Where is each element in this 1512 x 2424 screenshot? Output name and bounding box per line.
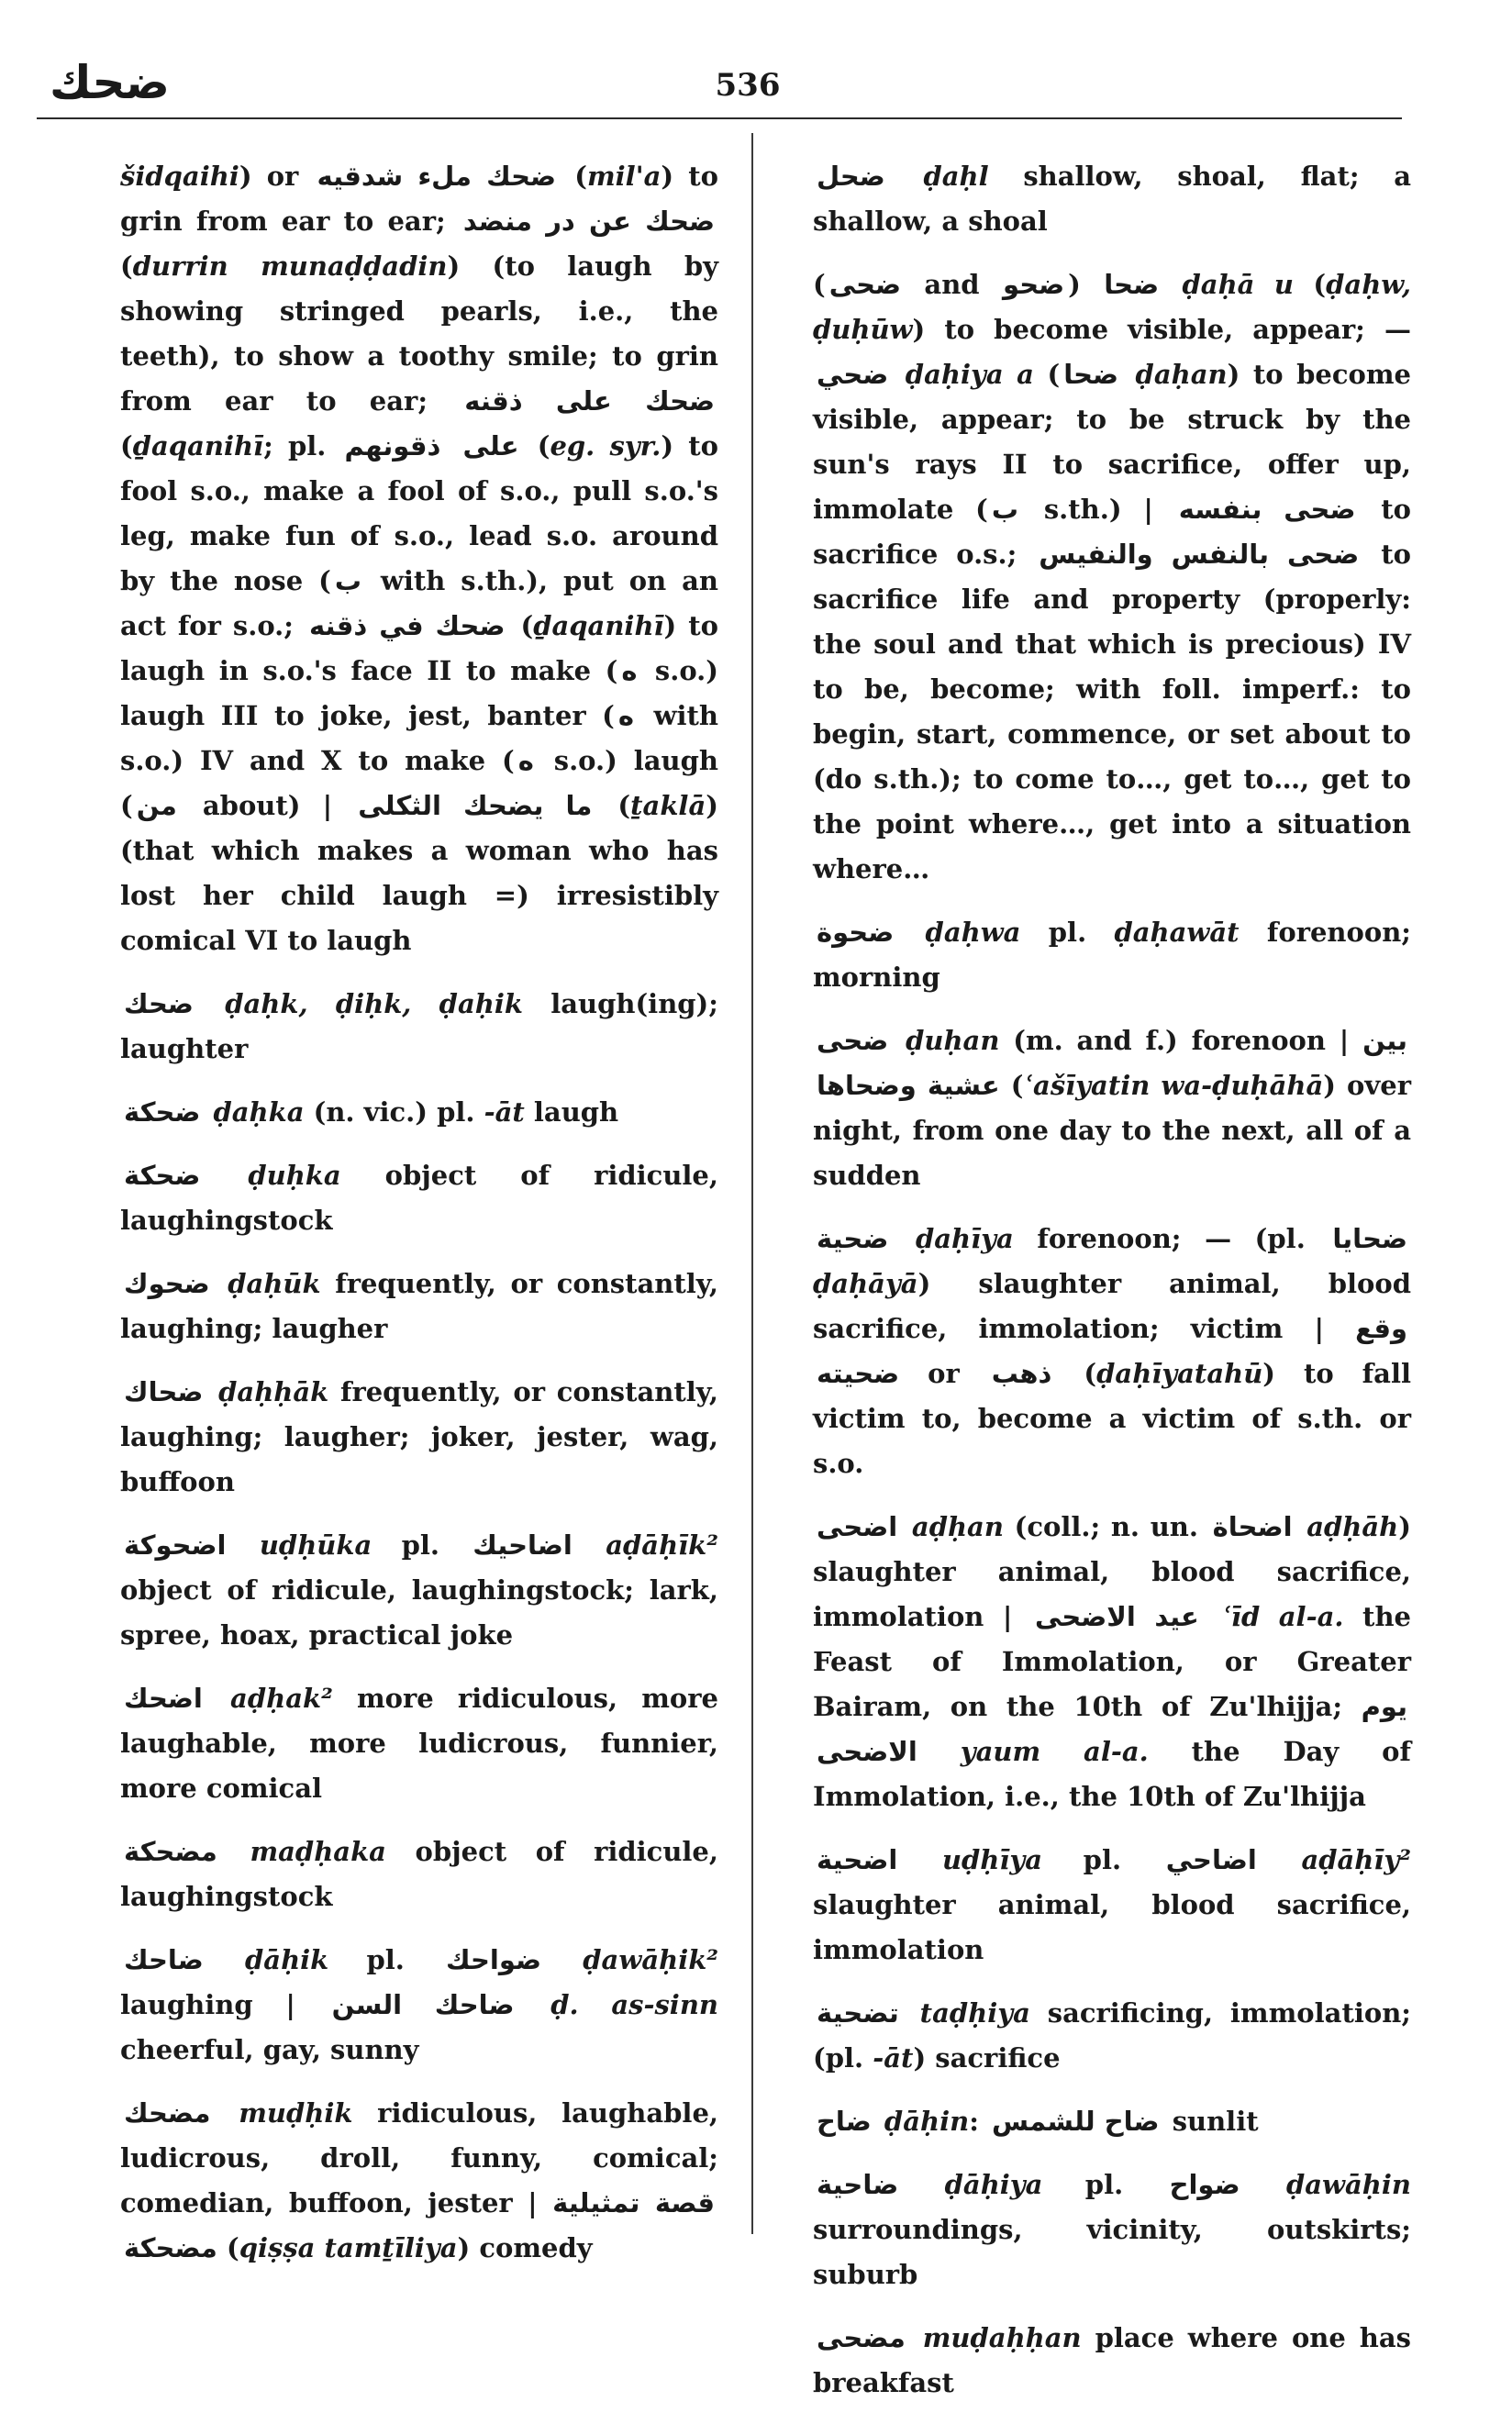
definition-text: ) to laugh in s.o.'s face II to make ( <box>120 610 718 686</box>
left-column <box>120 154 718 2289</box>
arabic-term: ضحك في ذقنه <box>308 610 506 641</box>
definition-text <box>206 1376 218 1407</box>
arabic-term: اضحوكة <box>124 1529 227 1561</box>
arabic-term: ضحك ملء شدقيه <box>317 161 557 192</box>
transliteration: ḍuḥka <box>248 1160 341 1191</box>
page-header <box>37 50 1404 109</box>
definition-text: cheerful, gay, sunny <box>120 2034 419 2065</box>
arabic-term: ذهب <box>991 1358 1052 1389</box>
definition-text <box>207 1944 245 1975</box>
transliteration: ḍaḥwa <box>925 917 1021 948</box>
dictionary-entry <box>813 1838 1411 1973</box>
definition-text: ) (that which makes a woman who has lost her child laugh =) irresistibly comical VI to laugh <box>120 790 718 956</box>
definition-text: ( <box>1033 359 1061 390</box>
arabic-term: ضحوك <box>124 1268 210 1299</box>
definition-text: s.o.) laugh III to joke, jest, banter ( <box>120 655 718 731</box>
definition-text: s.o.) laugh ( <box>120 745 718 821</box>
transliteration: aḍḥāh <box>1306 1511 1399 1542</box>
transliteration: ḍaḥāyā <box>813 1268 918 1299</box>
definition-text <box>221 1836 250 1867</box>
definition-text: ( <box>1293 269 1327 300</box>
arabic-term: ه <box>617 700 635 731</box>
arabic-term: يوم الاضحى <box>817 1691 1407 1767</box>
definition-text <box>545 1944 583 1975</box>
definition-text: (n. vic.) pl. <box>304 1096 484 1128</box>
definition-text <box>901 1844 942 1875</box>
definition-text <box>917 1736 961 1767</box>
dictionary-entry <box>120 154 718 963</box>
definition-text <box>214 1268 228 1299</box>
definition-text: object of ridicule, laughingstock <box>120 1836 718 1912</box>
arabic-term: ضحوة <box>817 917 895 948</box>
arabic-term: ب <box>991 494 1019 525</box>
dictionary-entry <box>813 262 1411 892</box>
transliteration: ḍawāḥin <box>1285 2169 1411 2200</box>
arabic-term: ضحكة <box>124 1160 201 1191</box>
dictionary-entry <box>120 2091 718 2271</box>
transliteration: durrin munaḍḍadin <box>132 250 448 282</box>
arabic-term: ضحية <box>817 1223 889 1254</box>
arabic-term: ذقونهم <box>344 430 441 461</box>
dictionary-entry <box>120 1153 718 1243</box>
arabic-term: ب <box>334 565 361 596</box>
definition-text: ( <box>120 250 133 282</box>
arabic-term: على <box>462 430 519 461</box>
transliteration: ḍaḥā u <box>1182 269 1294 300</box>
dictionary-entry <box>813 2316 1411 2406</box>
arabic-term: ضاح <box>817 2106 872 2137</box>
definition-text: pl. <box>1042 1844 1162 1875</box>
arabic-term: ضحى <box>828 269 901 300</box>
arabic-term: ما يضحك الثكلى <box>358 790 593 821</box>
transliteration: aḍāḥīy² <box>1301 1844 1411 1875</box>
dictionary-entry <box>813 1505 1411 1819</box>
definition-text <box>1203 1601 1222 1632</box>
definition-text <box>897 917 925 948</box>
arabic-term: اضحك <box>124 1683 203 1714</box>
definition-text <box>518 1989 551 2020</box>
definition-text: ) comedy <box>457 2232 593 2263</box>
definition-text <box>197 988 225 1019</box>
transliteration: -āt <box>873 2042 914 2074</box>
definition-text: ( <box>560 161 587 192</box>
definition-text <box>909 2322 923 2353</box>
definition-text: ( <box>1055 1358 1097 1389</box>
definition-text: to sacrifice o.s.; <box>813 494 1412 570</box>
dictionary-entry <box>120 1829 718 1919</box>
dictionary-entry <box>813 1018 1411 1198</box>
arabic-term: اضحية <box>817 1844 898 1875</box>
arabic-term: ضحى بنفسه <box>1178 494 1356 525</box>
arabic-term: ضاحك السن <box>331 1989 515 2020</box>
definition-text: ) slaughter animal, blood sacrifice, immolation; victim | <box>813 1268 1411 1344</box>
definition-text: ) sacrifice <box>913 2042 1061 2074</box>
definition-text <box>892 359 906 390</box>
transliteration: uḍḥūka <box>259 1529 372 1561</box>
definition-text: the Feast of Immolation, or Greater Bairam, on the 10th of Zu'lhijja; <box>813 1601 1411 1722</box>
transliteration: ḍ. as-sinn <box>550 1989 718 2020</box>
arabic-term: مضحى <box>817 2322 906 2353</box>
transliteration: ḍaḥl <box>923 161 989 192</box>
arabic-term: ضحك <box>124 988 194 1019</box>
transliteration: ʿašīyatin wa-ḍuḥāhā <box>1023 1070 1324 1101</box>
transliteration: ḍaḥḥāk <box>218 1376 329 1407</box>
arabic-term: ضحى بالنفس والنفيس <box>1039 539 1360 570</box>
definition-text: ) to become visible, appear; to be struck by the sun's rays II to sacrifice, offer up, immolate ( <box>813 359 1411 525</box>
definition-text: to sacrifice life and property (properly: the soul and that which is precious) IV to be, become; with foll. imperf.: to begin, start, commence, or set about to (do s.th.); to come to…, get to…, get to the point where…, get into a situation where… <box>813 539 1411 884</box>
arabic-term: ضحي <box>817 359 889 390</box>
arabic-term: ضحى <box>817 1025 889 1056</box>
transliteration: taḍḥiya <box>919 1997 1030 2029</box>
transliteration: yaum al-a. <box>960 1736 1149 1767</box>
definition-text: frequently, or constantly, laughing; laugher <box>120 1268 718 1344</box>
arabic-term: بين عشية وضحاها <box>817 1025 1407 1101</box>
definition-text: the Day of Immolation, i.e., the 10th of Zu'lhijja <box>813 1736 1411 1812</box>
definition-text <box>1162 269 1182 300</box>
definition-text: ( <box>120 430 133 461</box>
definition-text: ) over night, from one day to the next, all of a sudden <box>813 1070 1411 1191</box>
dictionary-entry <box>813 910 1411 1000</box>
definition-text: about) | <box>180 790 355 821</box>
definition-text: (coll.; n. un. <box>1003 1511 1209 1542</box>
definition-text: with s.o.) IV and X to make ( <box>120 700 718 776</box>
transliteration: ḍaḥiya a <box>905 359 1034 390</box>
definition-text: object of ridicule, laughingstock; lark, spree, hoax, practical joke <box>120 1574 718 1651</box>
arabic-term: اضاحيك <box>472 1529 573 1561</box>
arabic-term: ضحا <box>1063 359 1119 390</box>
arabic-term: ه <box>517 745 534 776</box>
transliteration: ḍaḥw, ḍuḥūw <box>813 269 1411 345</box>
dictionary-entry <box>120 1262 718 1351</box>
dictionary-entry <box>813 1991 1411 2081</box>
arabic-term: مضحكة <box>124 1836 217 1867</box>
definition-text <box>1296 1511 1307 1542</box>
definition-text: ridiculous, laughable, ludicrous, droll, funny, comical; comedian, buffoon, jester | <box>120 2097 718 2218</box>
definition-text <box>230 1529 260 1561</box>
transliteration: ʿīd al-a. <box>1221 1601 1344 1632</box>
definition-text <box>204 1160 248 1191</box>
page-number: 536 <box>715 67 781 104</box>
column-divider <box>751 133 753 2234</box>
definition-text: or <box>899 1358 988 1389</box>
definition-text: ) to grin from ear to ear; <box>120 161 718 237</box>
transliteration: aḍāḥīk² <box>606 1529 718 1561</box>
definition-text: ( <box>595 790 631 821</box>
definition-text <box>1261 1844 1302 1875</box>
transliteration: muḍḥik <box>239 2097 353 2129</box>
dictionary-entry <box>813 154 1411 244</box>
definition-text: with s.th.), put on an act for s.o.; <box>120 565 718 641</box>
definition-text: ) slaughter animal, blood sacrifice, immolation | <box>813 1511 1411 1632</box>
definition-text <box>206 1683 230 1714</box>
definition-text <box>892 1223 916 1254</box>
definition-text <box>444 430 459 461</box>
definition-text <box>892 1025 906 1056</box>
arabic-term: ضحك على ذقنه <box>464 385 715 417</box>
transliteration: ḍaḥīya <box>915 1223 1014 1254</box>
dictionary-entry <box>120 1523 718 1658</box>
definition-text <box>903 1997 920 2029</box>
dictionary-entry <box>120 1370 718 1505</box>
definition-text: pl. <box>1020 917 1115 948</box>
definition-text <box>902 2169 944 2200</box>
arabic-term: ضحكة <box>124 1096 201 1128</box>
definition-text: place where one has breakfast <box>813 2322 1411 2398</box>
definition-text: slaughter animal, blood sacrifice, immolation <box>813 1889 1411 1965</box>
definition-text <box>1122 359 1136 390</box>
arabic-term: ه <box>621 655 638 686</box>
dictionary-entry <box>813 2163 1411 2297</box>
definition-text <box>204 1096 213 1128</box>
dictionary-entry <box>120 982 718 1072</box>
arabic-term: ضاح للشمس <box>992 2106 1160 2137</box>
arabic-term: ضحو <box>1003 269 1065 300</box>
transliteration: ḍaḥūk <box>228 1268 321 1299</box>
transliteration: ḍaḥk, ḍiḥk, ḍaḥik <box>225 988 523 1019</box>
definition-text: ( <box>522 430 550 461</box>
arabic-term: مضحك <box>124 2097 211 2129</box>
transliteration: ḍāḥiya <box>944 2169 1043 2200</box>
transliteration: ḍāḥin <box>884 2106 970 2137</box>
definition-text: ( <box>813 269 826 300</box>
transliteration: ḏaqanihī <box>533 610 664 641</box>
definition-text: pl. <box>372 1529 470 1561</box>
definition-text: forenoon; morning <box>813 917 1411 993</box>
right-column <box>813 154 1411 2424</box>
arabic-term: ضحا <box>1104 269 1160 300</box>
definition-text: ) to become visible, appear; — <box>912 314 1411 345</box>
arabic-term: ضاحك <box>124 1944 204 1975</box>
definition-text: laughing | <box>120 1989 328 2020</box>
definition-text: forenoon; — (pl. <box>1013 1223 1329 1254</box>
arabic-term: اضحى <box>817 1511 898 1542</box>
transliteration: ḍawāḥik² <box>583 1944 718 1975</box>
definition-text: ( <box>999 1070 1024 1101</box>
transliteration: ḍaḥīyatahū <box>1096 1358 1263 1389</box>
arabic-term: ضحايا <box>1332 1223 1407 1254</box>
dictionary-entry <box>813 2099 1411 2144</box>
arabic-term: تضحية <box>817 1997 899 2029</box>
definition-text: pl. <box>1042 2169 1166 2200</box>
definition-text <box>875 2106 884 2137</box>
arabic-term: ضواح <box>1169 2169 1240 2200</box>
transliteration: ḍāḥik <box>245 1944 329 1975</box>
definition-text: more ridiculous, more laughable, more ludicrous, funnier, more comical <box>120 1683 718 1804</box>
arabic-term: اضاحي <box>1165 1844 1257 1875</box>
definition-text <box>1244 2169 1286 2200</box>
definition-text: pl. <box>328 1944 443 1975</box>
header-rule <box>37 117 1402 119</box>
definition-text: shallow, shoal, flat; a shallow, a shoal <box>813 161 1411 237</box>
definition-text: surroundings, vicinity, outskirts; suburb <box>813 2214 1411 2290</box>
dictionary-entry <box>120 1090 718 1135</box>
definition-text: laugh <box>524 1096 619 1128</box>
transliteration: ḍaḥawāt <box>1114 917 1240 948</box>
definition-text <box>214 2097 239 2129</box>
definition-text: sunlit <box>1162 2106 1259 2137</box>
transliteration: uḍḥīya <box>941 1844 1043 1875</box>
arabic-term: ضاحية <box>817 2169 899 2200</box>
definition-text: ( <box>508 610 534 641</box>
definition-text: : <box>969 2106 988 2137</box>
dictionary-entry <box>813 1217 1411 1486</box>
definition-text: sacrificing, immolation; (pl. <box>813 1997 1411 2074</box>
transliteration: šidqaihi <box>120 161 239 192</box>
transliteration: ḍuḥan <box>906 1025 1000 1056</box>
definition-text: s.th.) | <box>1022 494 1175 525</box>
definition-text: ( <box>217 2232 239 2263</box>
definition-text: object of ridicule, laughingstock <box>120 1160 718 1236</box>
transliteration: ḏaqanihī <box>132 430 264 461</box>
definition-text <box>576 1529 606 1561</box>
definition-text: ) to fall victim to, become a victim of s.th. or s.o. <box>813 1358 1411 1479</box>
arabic-term: ضحاك <box>124 1376 204 1407</box>
arabic-term: ضواحك <box>446 1944 542 1975</box>
definition-text: ) (to laugh by showing stringed pearls, i.e., the teeth), to show a toothy smile; to grin from ear to ear; <box>120 250 718 417</box>
arabic-term: ضحل <box>817 161 885 192</box>
transliteration: ḍaḥan <box>1135 359 1228 390</box>
transliteration: eg. syr. <box>550 430 662 461</box>
arabic-term: من <box>136 790 177 821</box>
arabic-term: وقع ضحيته <box>817 1313 1407 1389</box>
running-headword: ضحك <box>50 56 170 109</box>
transliteration: ḍaḥka <box>213 1096 305 1128</box>
definition-text: laugh(ing); laughter <box>120 988 718 1064</box>
transliteration: qiṣṣa tamṯīliya <box>239 2232 458 2263</box>
definition-text <box>901 1511 912 1542</box>
arabic-term: ضحك عن در منضد <box>462 206 715 237</box>
definition-text: ) <box>1068 269 1101 300</box>
arabic-term: قصة تمثيلية مضحكة <box>124 2187 715 2263</box>
transliteration: aḍḥan <box>911 1511 1004 1542</box>
definition-text: (m. and f.) forenoon | <box>999 1025 1363 1056</box>
definition-text: ; pl. <box>263 430 341 461</box>
transliteration: maḍḥaka <box>250 1836 386 1867</box>
definition-text: ) to fool s.o., make a fool of s.o., pull s.o.'s leg, make fun of s.o., lead s.o. around by the nose ( <box>120 430 718 596</box>
transliteration: mil'a <box>586 161 662 192</box>
transliteration: -āt <box>484 1096 525 1128</box>
dictionary-entry <box>120 1938 718 2073</box>
definition-text: and <box>905 269 1000 300</box>
definition-text <box>889 161 924 192</box>
arabic-term: عيد الاضحى <box>1035 1601 1199 1632</box>
dictionary-entry <box>120 1676 718 1811</box>
arabic-term: اضحاة <box>1212 1511 1293 1542</box>
transliteration: aḍḥak² <box>230 1683 333 1714</box>
transliteration: muḍaḥḥan <box>922 2322 1082 2353</box>
transliteration: ṯaklā <box>630 790 706 821</box>
definition-text: frequently, or constantly, laughing; laugher; joker, jester, wag, buffoon <box>120 1376 718 1497</box>
definition-text: ) or <box>239 161 314 192</box>
